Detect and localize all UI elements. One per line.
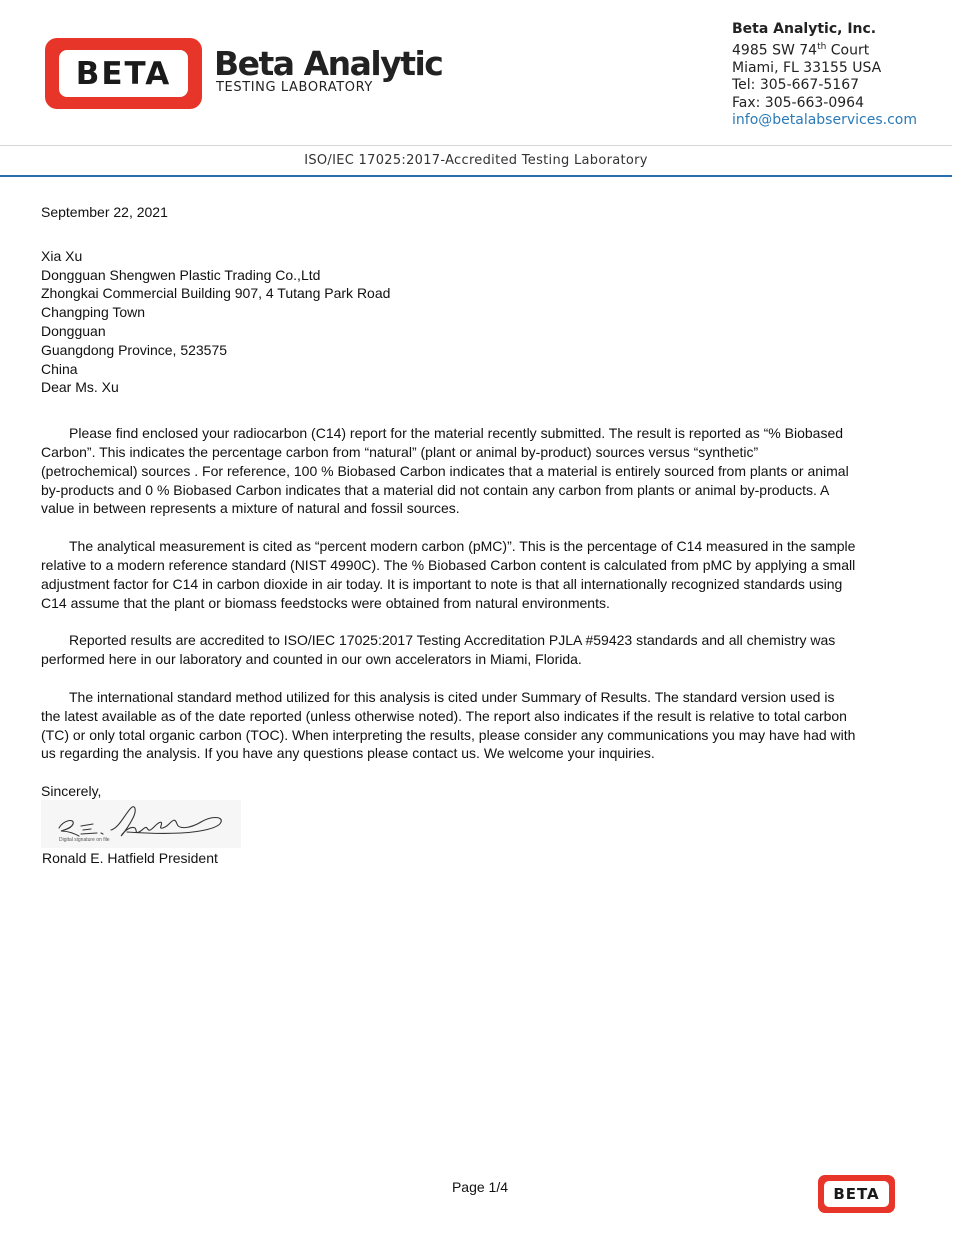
- recipient-line: China: [41, 360, 78, 377]
- footer-beta-logo-text: BETA: [824, 1181, 889, 1207]
- footer-beta-logo: [818, 1175, 895, 1213]
- telephone: Tel: 305-667-5167: [732, 77, 860, 94]
- salutation: Dear Ms. Xu: [41, 379, 119, 396]
- brand-name: Beta Analytic: [214, 44, 443, 83]
- accreditation-banner: ISO/IEC 17025:2017-Accredited Testing Laboratory: [304, 153, 648, 168]
- closing: Sincerely,: [41, 783, 102, 800]
- paragraph-pmc: The analytical measurement is cited as “percent modern carbon (pMC)”. This is the percentage of C14 measured in the sample relative to a modern reference standard (NIST 4990C). The % Biobased Carbon content is calculated from pMC by applying a small adjustment factor for C14 in carbon dioxide in air today. It is important to note is that all internationally recognized standards using C14 assume that the plant or biomass feedstocks were obtained from natural environments.: [41, 538, 856, 611]
- header-blue-rule: [0, 175, 952, 177]
- brand-subtitle: TESTING LABORATORY: [216, 80, 373, 95]
- header-divider: [0, 145, 952, 146]
- fax: Fax: 305-663-0964: [732, 94, 864, 111]
- recipient-line: Zhongkai Commercial Building 907, 4 Tutang Park Road: [41, 285, 391, 302]
- recipient-address: [41, 247, 856, 379]
- recipient-line: Guangdong Province, 523575: [41, 341, 228, 358]
- address-line-2: Miami, FL 33155 USA: [732, 59, 882, 76]
- company-name: Beta Analytic, Inc.: [732, 21, 877, 37]
- recipient-line: Dongguan Shengwen Plastic Trading Co.,Ltd: [41, 266, 321, 283]
- paragraph-standard-method: The international standard method utilized for this analysis is cited under Summary of Results. The standard version used is the latest available as of the date reported (unless otherwise noted). The report also indicates if the result is relative to total carbon (TC) or only total organic carbon (TOC). When interpreting the results, please consider any communications you may have had with us regarding the analysis. If you have any questions please contact us. We welcome your inquiries.: [41, 688, 856, 762]
- letter-date: September 22, 2021: [41, 204, 168, 220]
- address-line-1: 4985 SW 74th Court: [732, 41, 870, 59]
- page-number: Page 1/4: [451, 1179, 509, 1195]
- signer-name: Ronald E. Hatfield President: [42, 850, 218, 866]
- recipient-line: Xia Xu: [41, 247, 83, 264]
- paragraph-accreditation: Reported results are accredited to ISO/IEC 17025:2017 Testing Accreditation PJLA #59423 standards and all chemistry was performed here in our laboratory and counted in our own accelerators in Miami, Florida.: [41, 632, 836, 668]
- contact-block: [732, 21, 917, 130]
- paragraph-biobased: Please find enclosed your radiocarbon (C14) report for the material recently submitted. The result is reported as “% Biobased Carbon”. This indicates the percentage carbon from “natural” (plant or animal by-product) sources versus “synthetic” (petrochemical) sources . For reference, 100 % Biobased Carbon indicates that a material is entirely sourced from plants or animal by-products and 0 % Biobased Carbon indicates that a material did not contain any carbon from plants or animal by-products. A value in between represents a mixture of natural and fossil sources.: [41, 425, 849, 517]
- letter-body: [41, 203, 856, 801]
- beta-logo-text: BETA: [59, 50, 188, 97]
- signature-caption: Digital signature on file: [59, 837, 110, 843]
- recipient-line: Changping Town: [41, 304, 146, 321]
- email-link[interactable]: info@betalabservices.com: [732, 112, 917, 129]
- signature-image: [41, 800, 241, 848]
- recipient-line: Dongguan: [41, 322, 106, 339]
- beta-logo: [45, 38, 202, 109]
